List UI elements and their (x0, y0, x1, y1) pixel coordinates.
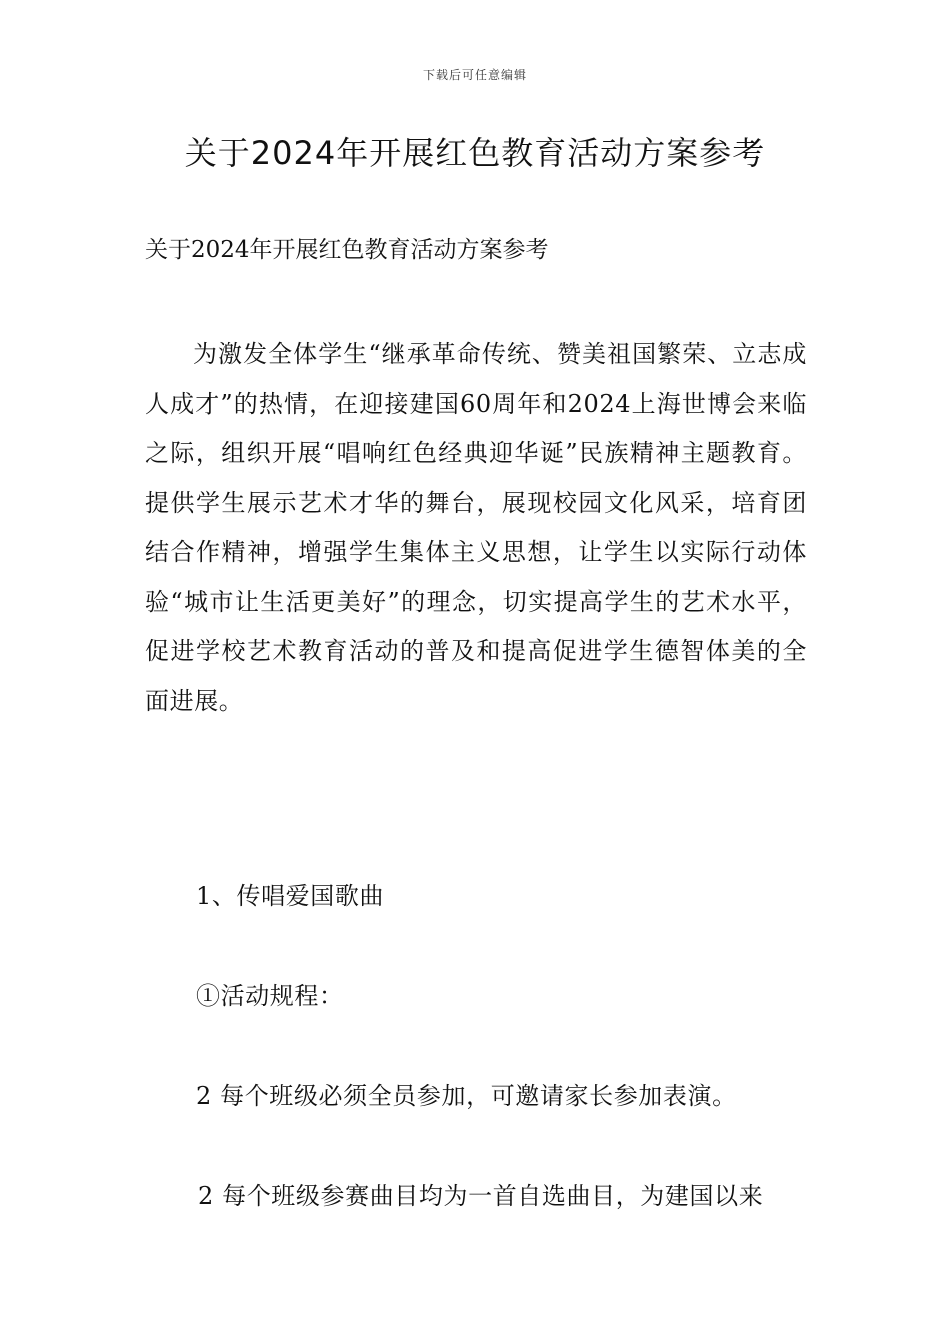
intro-paragraph: 为激发全体学生“继承革命传统、赞美祖国繁荣、立志成人成才”的热情，在迎接建国60周年和2024上海世博会来临之际，组织开展“唱响红色经典迎华诞”民族精神主题教育。提供学生展示艺术才华的舞台，展现校园文化风采，培育团结合作精神，增强学生集体主义思想，让学生以实际行动体验“城市让生活更美好”的理念，切实提高学生的艺术水平，促进学校艺术教育活动的普及和提高促进学生德智体美的全面进展。 (145, 340, 807, 715)
section-subheading: ①活动规程： (196, 982, 344, 1010)
document-title: 关于2024年开展红色教育活动方案参考 (184, 134, 766, 172)
header-note: 下载后可任意编辑 (422, 68, 527, 82)
rule-item: 2 每个班级必须全员参加，可邀请家长参加表演。 (196, 1082, 737, 1110)
rule-item: 2 每个班级参赛曲目均为一首自选曲目，为建国以来 (198, 1182, 764, 1210)
document-subtitle: 关于2024年开展红色教育活动方案参考 (145, 237, 549, 263)
section-heading: 1、传唱爱国歌曲 (196, 882, 385, 910)
